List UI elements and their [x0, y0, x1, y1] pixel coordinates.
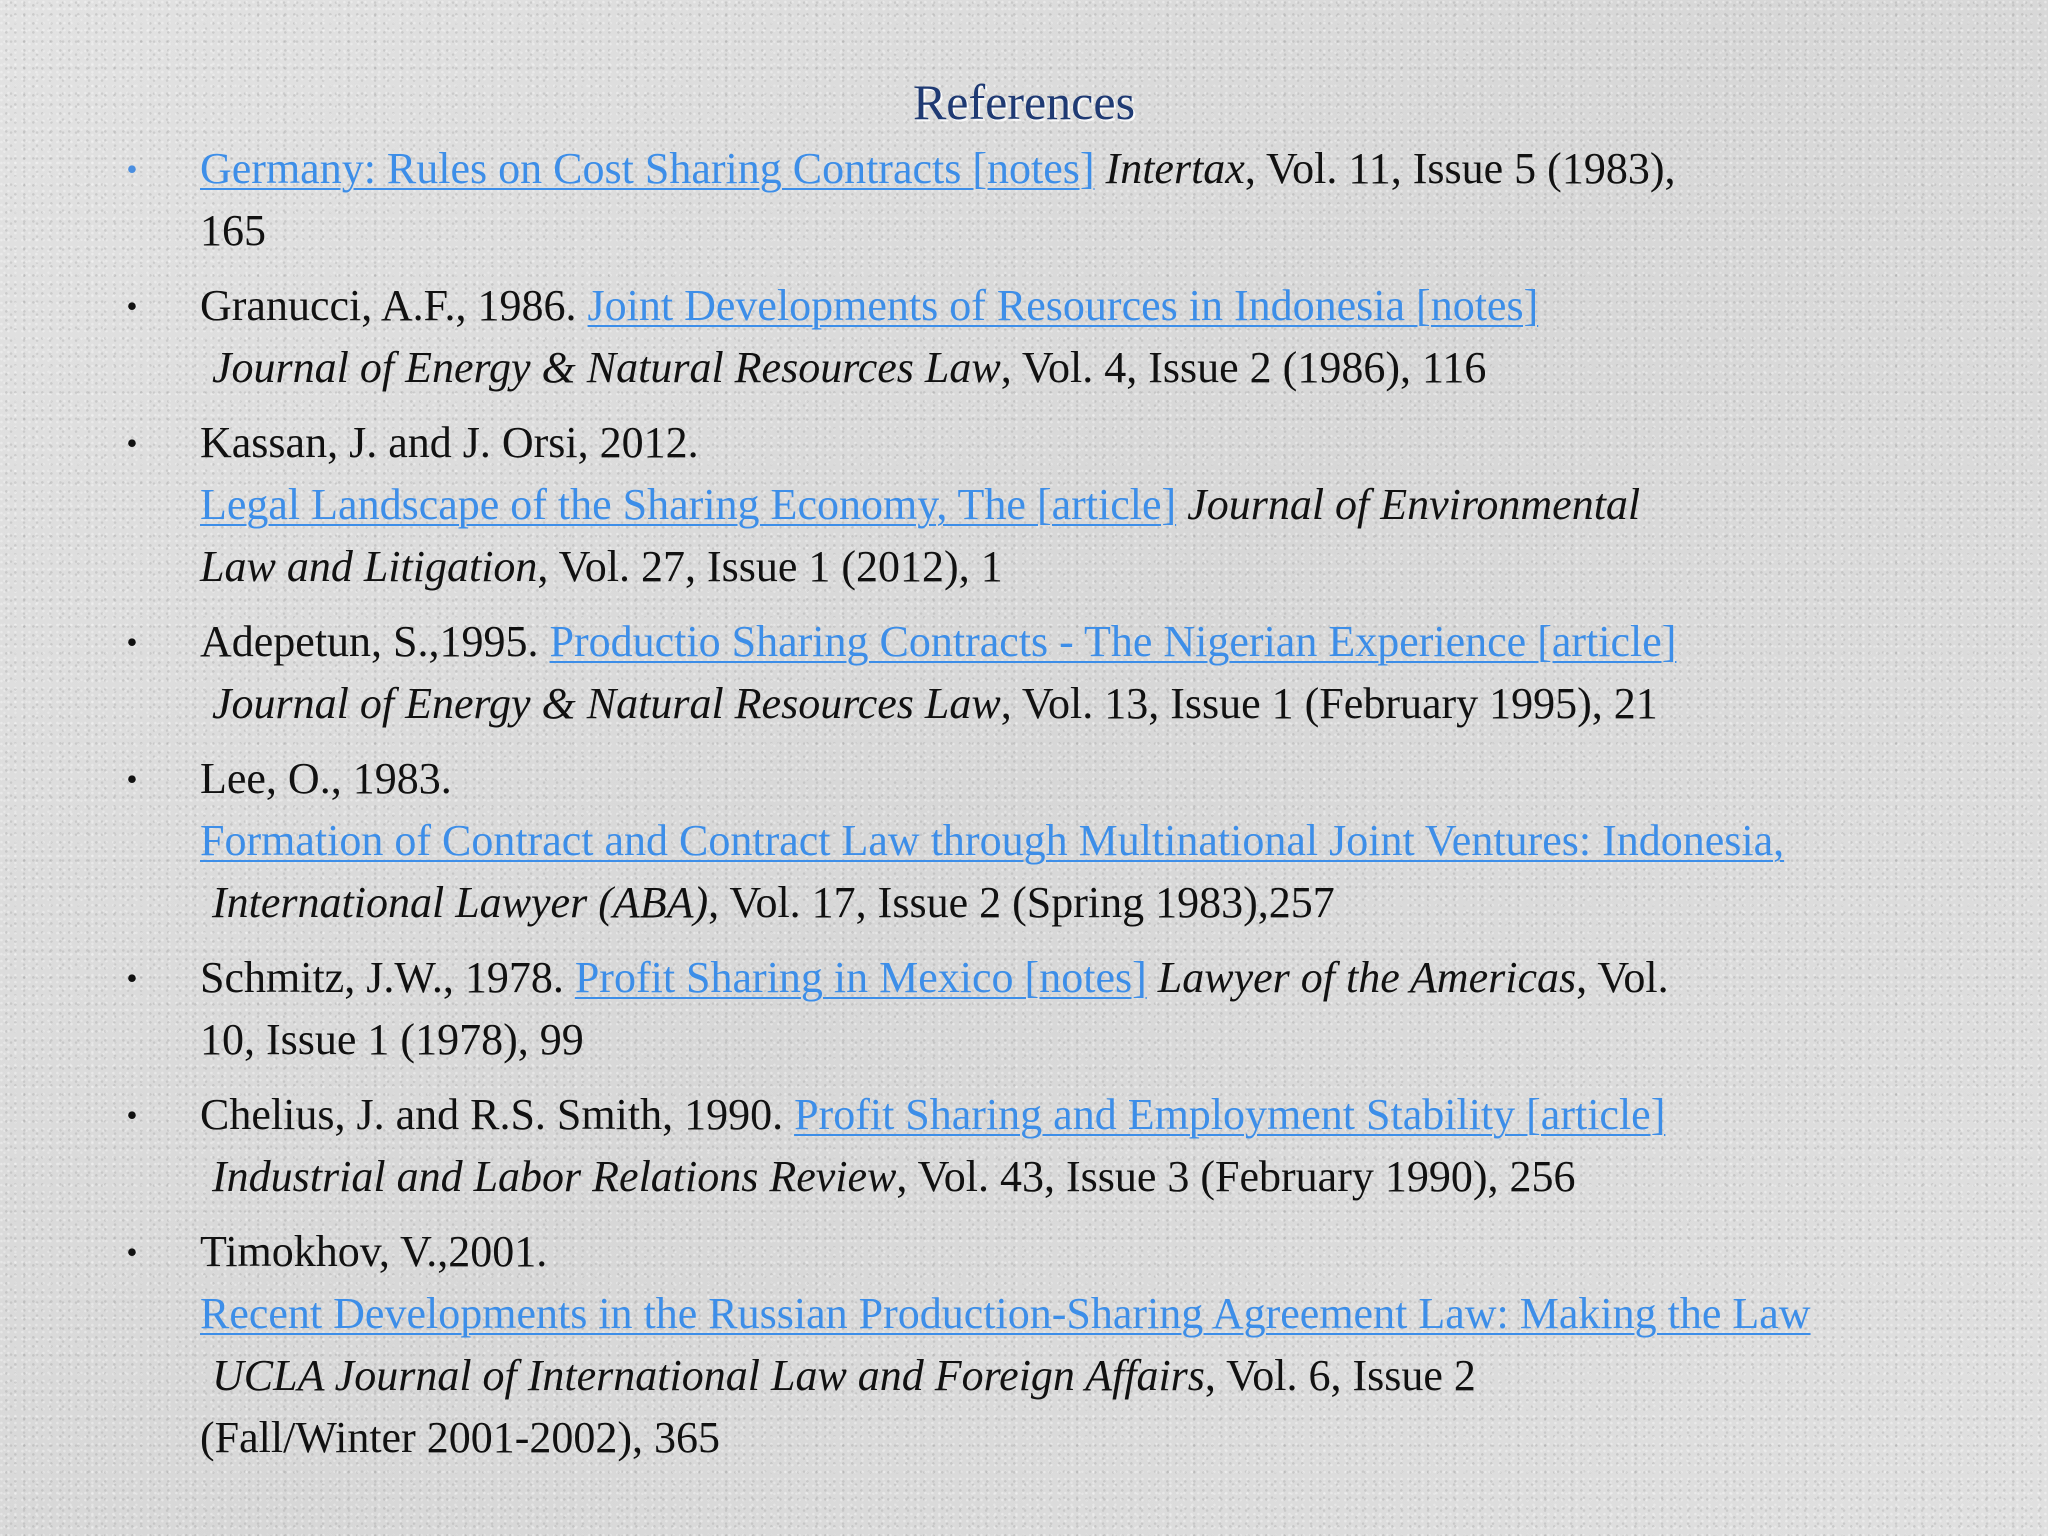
reference-link[interactable]: Formation of Contract and Contract Law through Multinational Joint Ventures: Indonesia, — [200, 816, 1785, 865]
journal-name: Industrial and Labor Relations Review — [212, 1152, 897, 1201]
citation-details: , Vol. 6, Issue 2 — [1204, 1351, 1476, 1400]
journal-name: Law and Litigation — [200, 542, 538, 591]
author-year: Adepetun, S.,1995. — [200, 617, 550, 666]
reference-line — [200, 1009, 2048, 1071]
citation-details: (Fall/Winter 2001-2002), 365 — [200, 1413, 721, 1462]
reference-line — [200, 1407, 2048, 1469]
reference-item — [0, 275, 2048, 399]
reference-link[interactable]: Productio Sharing Contracts - The Nigerian Experience [article] — [549, 617, 1677, 666]
reference-link[interactable]: Recent Developments in the Russian Production-Sharing Agreement Law: Making the Law — [200, 1289, 1811, 1338]
reference-line — [200, 673, 2048, 735]
reference-separator — [1147, 953, 1158, 1002]
bullet-icon: • — [126, 761, 138, 797]
reference-item — [0, 1084, 2048, 1208]
reference-link[interactable]: Legal Landscape of the Sharing Economy, The [article] — [200, 480, 1177, 529]
author-year: Schmitz, J.W., 1978. — [200, 953, 575, 1002]
reference-item — [0, 412, 2048, 598]
reference-line — [200, 1146, 2048, 1208]
bullet-icon: • — [126, 624, 138, 660]
citation-details: , Vol. 11, Issue 5 (1983), — [1244, 144, 1676, 193]
reference-item — [0, 947, 2048, 1071]
reference-item — [0, 138, 2048, 262]
reference-line — [200, 536, 2048, 598]
reference-link[interactable]: Profit Sharing and Employment Stability [article] — [794, 1090, 1666, 1139]
reference-line — [200, 474, 2048, 536]
bullet-icon: • — [126, 151, 138, 187]
citation-details: 165 — [200, 206, 266, 255]
reference-line — [200, 872, 2048, 934]
reference-line — [200, 1345, 2048, 1407]
reference-line — [200, 337, 2048, 399]
reference-line — [200, 1084, 2048, 1146]
reference-line — [200, 947, 2048, 1009]
reference-item — [0, 1221, 2048, 1469]
bullet-icon: • — [126, 1097, 138, 1133]
author-year: Kassan, J. and J. Orsi, 2012. — [200, 418, 699, 467]
bullet-icon: • — [126, 425, 138, 461]
reference-separator — [1095, 144, 1106, 193]
reference-line — [200, 412, 2048, 474]
citation-details: , Vol. 17, Issue 2 (Spring 1983),257 — [708, 878, 1335, 927]
citation-details: , Vol. — [1576, 953, 1669, 1002]
reference-list — [0, 138, 2048, 1482]
citation-details: , Vol. 4, Issue 2 (1986), 116 — [1000, 343, 1487, 392]
citation-details: 10, Issue 1 (1978), 99 — [200, 1015, 584, 1064]
author-year: Lee, O., 1983. — [200, 754, 452, 803]
reference-line — [200, 1283, 2048, 1345]
bullet-icon: • — [126, 288, 138, 324]
citation-details: , Vol. 13, Issue 1 (February 1995), 21 — [1000, 679, 1658, 728]
bullet-icon: • — [126, 1234, 138, 1270]
reference-line — [200, 138, 2048, 200]
reference-line — [200, 275, 2048, 337]
journal-name: UCLA Journal of International Law and Foreign Affairs — [212, 1351, 1205, 1400]
author-year: Chelius, J. and R.S. Smith, 1990. — [200, 1090, 795, 1139]
reference-link[interactable]: Germany: Rules on Cost Sharing Contracts [notes] — [200, 144, 1095, 193]
reference-line — [200, 611, 2048, 673]
slide-title: References — [912, 74, 1136, 130]
reference-line — [200, 810, 2048, 872]
citation-details: , Vol. 27, Issue 1 (2012), 1 — [537, 542, 1003, 591]
journal-name: Intertax — [1105, 144, 1245, 193]
journal-name: Journal of Energy & Natural Resources Law — [212, 343, 1001, 392]
author-year: Timokhov, V.,2001. — [200, 1227, 548, 1276]
citation-details: , Vol. 43, Issue 3 (February 1990), 256 — [896, 1152, 1576, 1201]
reference-item — [0, 748, 2048, 934]
bullet-icon: • — [126, 960, 138, 996]
journal-name: Lawyer of the Americas — [1157, 953, 1577, 1002]
journal-name: Journal of Energy & Natural Resources Law — [212, 679, 1001, 728]
reference-line — [200, 748, 2048, 810]
journal-name: International Lawyer (ABA) — [212, 878, 709, 927]
reference-link[interactable]: Profit Sharing in Mexico [notes] — [574, 953, 1147, 1002]
reference-line — [200, 1221, 2048, 1283]
reference-separator — [1176, 480, 1187, 529]
journal-name: Journal of Environmental — [1187, 480, 1641, 529]
reference-link[interactable]: Joint Developments of Resources in Indonesia [notes] — [587, 281, 1539, 330]
reference-item — [0, 611, 2048, 735]
reference-line — [200, 200, 2048, 262]
author-year: Granucci, A.F., 1986. — [200, 281, 588, 330]
